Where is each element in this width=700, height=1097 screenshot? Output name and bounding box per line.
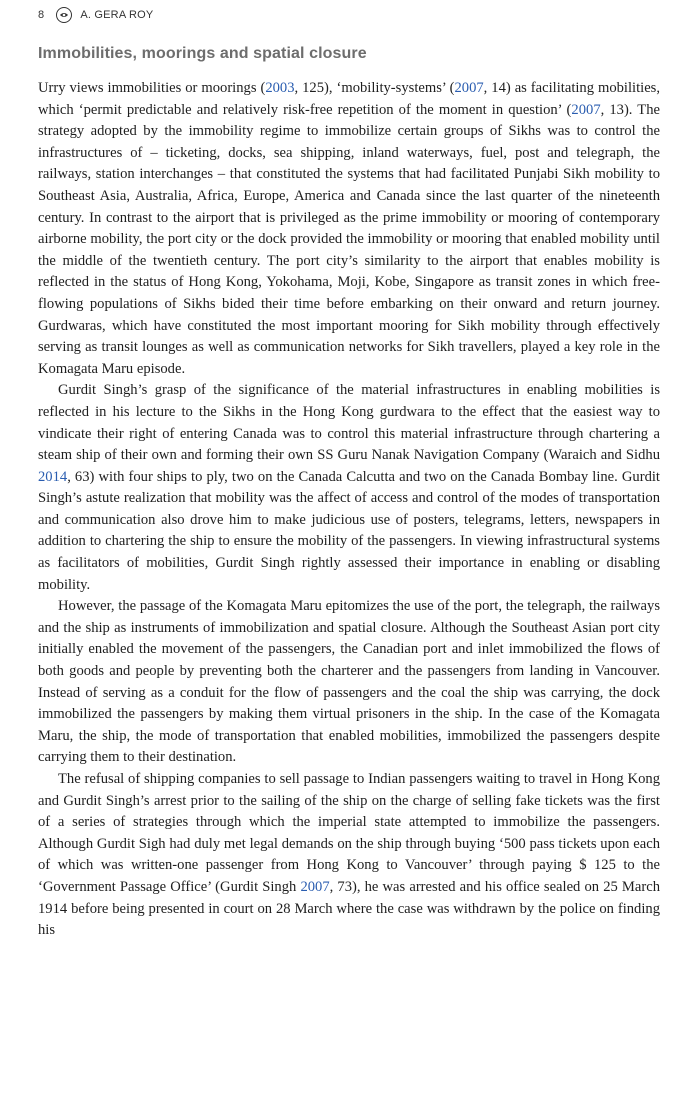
paragraph-text: Urry views immobilities or moorings ( bbox=[38, 80, 266, 96]
paragraph-text: Gurdit Singh’s grasp of the significance of the material infrastructures in enabling mobilities is reflected in his lecture to the Sikhs in the Hong Kong gurdwara to the effect that the easiest way to vindicate their right of entering Canada was to control this material infrastructure through chartering a steam ship of their own and forming their own SS Guru Nanak Navigation Company (Waraich and Sidhu bbox=[38, 382, 660, 464]
citation-link[interactable]: 2007 bbox=[571, 101, 601, 118]
running-head bbox=[38, 6, 153, 24]
paragraph-text: , 125), ‘mobility-systems’ ( bbox=[294, 80, 455, 96]
running-head-author: A. GERA ROY bbox=[80, 9, 154, 21]
paragraph bbox=[38, 380, 660, 596]
paragraph-text: , 13). The strategy adopted by the immobility regime to immobilize certain groups of Sikhs was to control the infrastructures of – ticketing, docks, sea shipping, inland waterways, fuel, post and telegraph, the railways, station interchanges – that constituted the systems that had facilitated Punjabi Sikh mobility to Southeast Asia, Australia, Africa, Europe, America and Canada since the last quarter of the nineteenth century. In contrast to the airport that is privileged as the prime immobility or mooring of contemporary airborne mobility, the port city or the dock provided the immobility or mooring that enabled mobility until the middle of the twentieth century. The port city’s similarity to the airport that enables mobility is reflected in the status of Hong Kong, Yokohama, Moji, Kobe, Singapore as transit zones in which free-flowing populations of Sikhs bided their time before embarking on their onward and return journey. Gurdwaras, which have constituted the most important mooring for Sikh mobility through effectively serving as transit lounges as well as communication networks for Sikh travellers, played a key role in the Komagata Maru episode. bbox=[38, 101, 660, 377]
paragraph-text: The refusal of shipping companies to sell passage to Indian passengers waiting to travel in Hong Kong and Gurdit Singh’s arrest prior to the sailing of the ship on the charge of selling fake tickets was the first of a series of strategies through which the imperial state attempted to immobilize the passengers. Although Gurdit Sigh had duly met legal demands on the ship through buying ‘500 pass tickets upon each of which was written-one passenger from Hong Kong to Vancouver’ through paying $ 125 to the ‘Government Passage Office’ (Gurdit Singh bbox=[38, 771, 660, 895]
citation-link[interactable]: 2014 bbox=[38, 468, 68, 485]
citation-link[interactable]: 2007 bbox=[300, 878, 330, 895]
citation-link[interactable]: 2003 bbox=[265, 80, 295, 96]
paragraph-text: , 14) as facilitating mobilities, which ‘permit predictable and relatively risk-free repetition of the moment in question’ ( bbox=[38, 80, 661, 118]
page-number: 8 bbox=[38, 9, 45, 21]
paragraph bbox=[38, 78, 660, 380]
paragraph-text: , 63) with four ships to ply, two on the Canada Calcutta and two on the Canada Bombay line. Gurdit Singh’s astute realization that mobility was the affect of access and control of the modes of transportation and communication also drove him to make judicious use of posters, telegrams, letters, newspapers in addition to chartering the ship to ensure the mobility of the passengers. In viewing infrastructural systems as facilitators of mobilities, Gurdit Singh rightly assessed their importance in enabling or disabling mobility. bbox=[38, 468, 660, 593]
paragraph-text: , 73), he was arrested and his office sealed on 25 March 1914 before being presented in court on 28 March where the case was withdrawn by the police on finding his bbox=[38, 878, 660, 939]
body-text bbox=[38, 78, 660, 942]
paragraph-text: However, the passage of the Komagata Maru epitomizes the use of the port, the telegraph, the railways and the ship as instruments of immobilization and spatial closure. Although the Southeast Asian port city initially enabled the movement of the passengers, the Canadian port and inlet immobilized the flows of both goods and people by preventing both the charterer and the passengers from landing in Vancouver. Instead of serving as a conduit for the flow of passengers and the coal the ship was carrying, the dock immobilized the passengers by making them virtual prisoners in the ship. In the case of the Komagata Maru, the ship, the mode of transportation that enabled mobilities, immobilized the passengers despite carrying them to their destination. bbox=[38, 598, 660, 766]
citation-link[interactable]: 2007 bbox=[454, 80, 484, 96]
publisher-logo-icon bbox=[56, 7, 72, 23]
paragraph bbox=[38, 769, 660, 942]
section-heading: Immobilities, moorings and spatial closure bbox=[38, 45, 367, 62]
paragraph bbox=[38, 596, 660, 769]
